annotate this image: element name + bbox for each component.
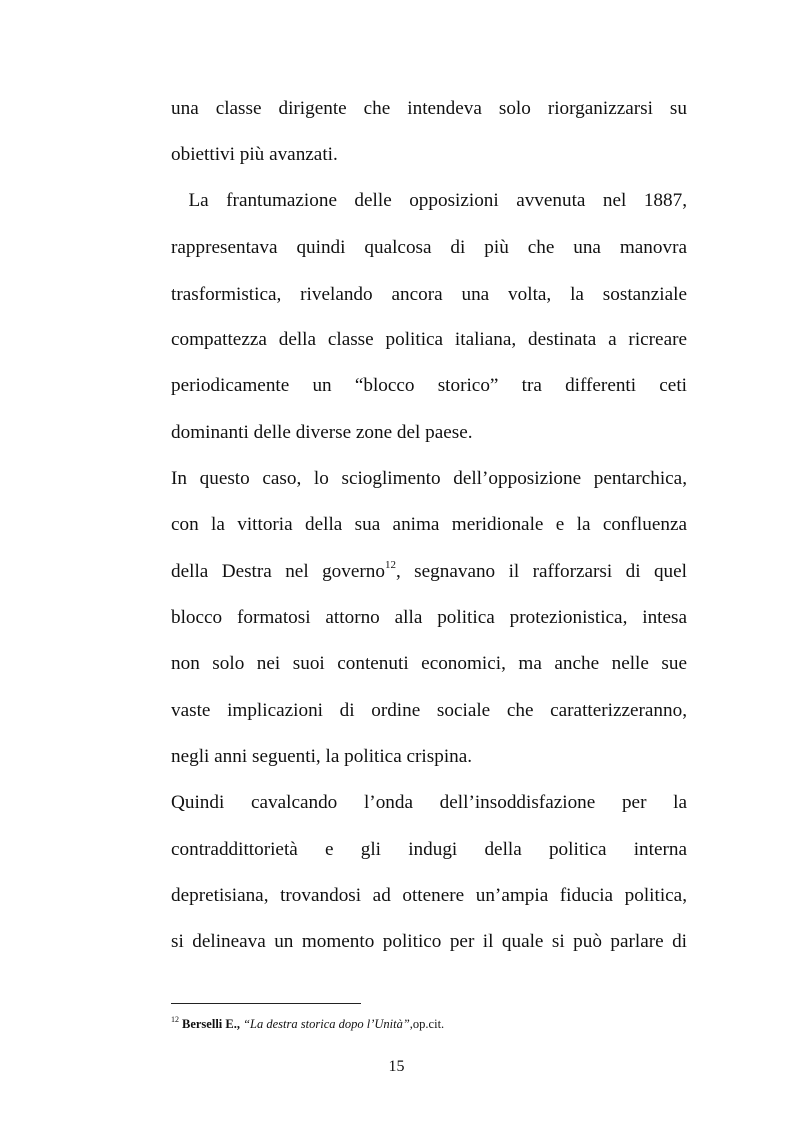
body-line: blocco formatosi attorno alla politica protezionistica, intesa: [171, 607, 687, 628]
body-text-fragment: , segnavano il rafforzarsi di quel: [395, 561, 687, 582]
body-line: compattezza della classe politica italiana, destinata a ricreare: [171, 329, 687, 350]
footnote-author: Berselli E.,: [182, 1017, 240, 1032]
footnote: [171, 1013, 444, 1032]
body-line: una classe dirigente che intendeva solo riorganizzarsi su: [171, 98, 687, 119]
body-line: trasformistica, rivelando ancora una volta, la sostanziale: [171, 284, 687, 305]
body-line: contraddittorietà e gli indugi della politica interna: [171, 839, 687, 860]
footnote-number: 12: [171, 1015, 179, 1024]
body-line: In questo caso, lo scioglimento dell’opposizione pentarchica,: [171, 468, 687, 489]
body-line: obiettivi più avanzati.: [171, 144, 338, 165]
footnote-title: “La destra storica dopo l’Unità”: [243, 1017, 410, 1032]
footnote-reference[interactable]: 12: [384, 558, 396, 571]
body-line: La frantumazione delle opposizioni avvenuta nel 1887,: [171, 190, 687, 211]
body-line: dominanti delle diverse zone del paese.: [171, 422, 473, 443]
body-line: si delineava un momento politico per il quale si può parlare di: [171, 931, 687, 952]
body-line: depretisiana, trovandosi ad ottenere un’ampia fiducia politica,: [171, 885, 687, 906]
footnote-separator: [171, 1003, 361, 1004]
page-number: 15: [388, 1058, 405, 1075]
body-line: periodicamente un “blocco storico” tra differenti ceti: [171, 375, 687, 396]
body-line: con la vittoria della sua anima meridionale e la confluenza: [171, 514, 687, 535]
body-line: Quindi cavalcando l’onda dell’insoddisfazione per la: [171, 792, 687, 813]
body-line: non solo nei suoi contenuti economici, ma anche nelle sue: [171, 653, 687, 674]
body-line: negli anni seguenti, la politica crispina.: [171, 746, 473, 767]
body-text-fragment: della Destra nel governo: [171, 561, 385, 582]
footnote-citation: ,op.cit.: [409, 1017, 445, 1032]
body-line: rappresentava quindi qualcosa di più che una manovra: [171, 237, 687, 258]
body-line: vaste implicazioni di ordine sociale che caratterizzeranno,: [171, 700, 687, 721]
body-line-with-footnote-ref: [171, 560, 687, 584]
